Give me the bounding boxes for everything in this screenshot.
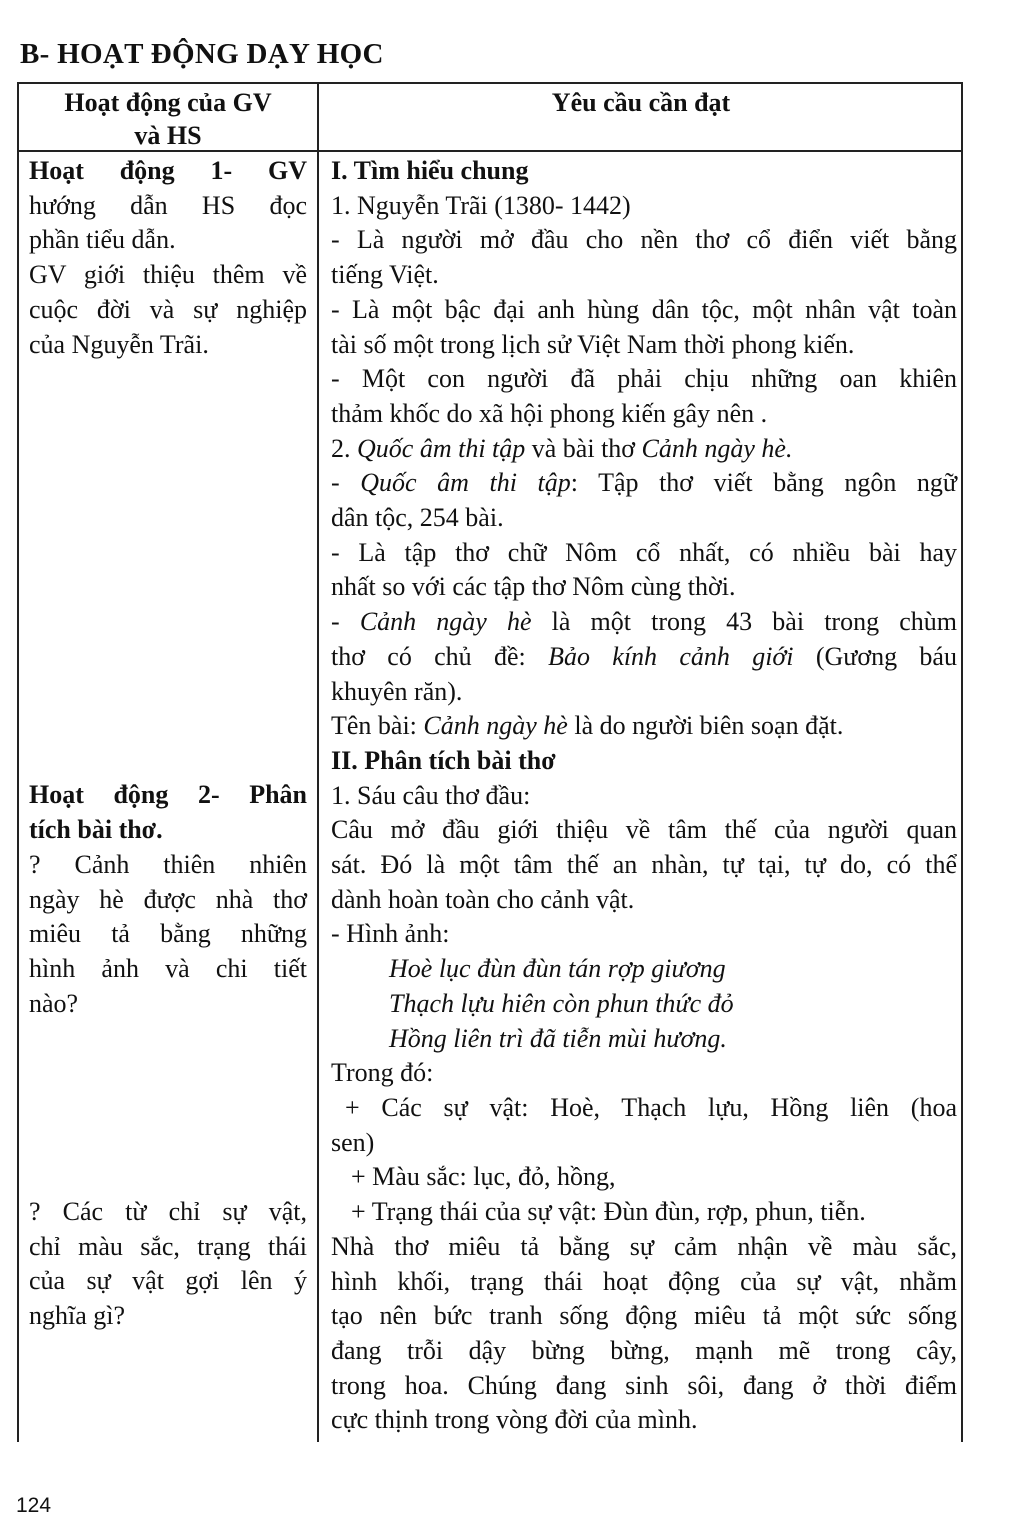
activity-line: của Nguyễn Trãi. <box>29 329 209 359</box>
text-line: đang trỗi dậy bừng bừng, mạnh mẽ trong cây, <box>331 1335 957 1365</box>
italic-title: Quốc âm thi tập <box>357 433 526 463</box>
bullet-line: + Các sự vật: Hoè, Thạch lựu, Hồng liên (hoa <box>345 1092 957 1122</box>
bullet-line: + Trạng thái của sự vật: Đùn đùn, rợp, phun, tiễn. <box>351 1197 866 1227</box>
bullet-line: + Màu sắc: lục, đỏ, hồng, <box>351 1162 616 1192</box>
text-line: nhất so với các tập thơ Nôm cùng thời. <box>331 572 736 602</box>
italic-title: Quốc âm thi tập <box>360 468 571 498</box>
text-line <box>331 640 957 675</box>
text-span: là do người biên soạn đặt. <box>567 711 844 741</box>
italic-title: Bảo kính cảnh giới <box>548 641 794 671</box>
question-line: chỉ màu sắc, trạng thái <box>29 1231 307 1261</box>
activity-line: phần tiểu dẫn. <box>29 225 176 255</box>
text-span: - <box>331 607 360 637</box>
question-line: miêu tả bằng những <box>29 919 307 949</box>
text-line: tiếng Việt. <box>331 260 439 290</box>
text-line <box>331 466 957 501</box>
text-line: tài số một trong lịch sử Việt Nam thời phong kiến. <box>331 329 855 359</box>
header-requirements <box>319 84 963 150</box>
verse-line: Hoè lục đùn đùn tán rợp giương <box>389 954 726 984</box>
question-line: nào? <box>29 988 79 1018</box>
page-number: 124 <box>16 1494 52 1517</box>
question-2 <box>29 1195 307 1334</box>
verse-line: Hồng liên trì đã tiễn mùi hương. <box>389 1023 727 1053</box>
text-line: trong hoa. Chúng đang sinh sôi, đang ở thời điểm <box>331 1370 957 1400</box>
text-line: khuyên răn). <box>331 676 463 706</box>
header-left-line: và HS <box>134 121 202 150</box>
text-line: Nhà thơ miêu tả bằng sự cảm nhận về màu sắc, <box>331 1231 957 1261</box>
requirements-column <box>331 154 957 1438</box>
text-span: và bài thơ <box>525 433 642 463</box>
text-line: - Hình ảnh: <box>331 919 450 949</box>
text-span: Tên bài: <box>331 711 424 741</box>
text-line: tạo nên bức tranh sống động miêu tả một sức sống <box>331 1301 957 1331</box>
text-line: Câu mở đầu giới thiệu về tâm thế của người quan <box>331 815 957 845</box>
text-line: - Là tập thơ chữ Nôm cổ nhất, có nhiều bài hay <box>331 537 957 567</box>
text-line: cực thịnh trong vòng đời của mình. <box>331 1405 698 1435</box>
question-line: ? Cảnh thiên nhiên <box>29 849 307 879</box>
question-line: của sự vật gợi lên ý <box>29 1266 307 1296</box>
activity-2 <box>29 778 307 1021</box>
text-span: thơ có chủ đề: <box>331 641 549 671</box>
verse-line: Thạch lựu hiên còn phun thức đỏ <box>389 988 734 1018</box>
activity-line: cuộc đời và sự nghiệp <box>29 294 307 324</box>
item-heading <box>331 432 957 467</box>
column-divider <box>317 84 319 1442</box>
question-line: nghĩa gì? <box>29 1300 126 1330</box>
question-line: ? Các từ chỉ sự vật, <box>29 1196 307 1226</box>
italic-title: Cảnh ngày hè <box>359 607 532 637</box>
text-span: 2. <box>331 433 357 463</box>
text-line: sát. Đó là một tâm thế an nhàn, tự tại, tự do, có thể <box>331 850 957 880</box>
text-line: - Là người mở đầu cho nền thơ cổ điển viết bằng <box>331 225 957 255</box>
activity-1 <box>29 154 307 362</box>
activity-line: Hoạt động 1- GV <box>29 156 307 185</box>
header-activities <box>19 84 317 150</box>
header-left-line: Hoạt động của GV <box>64 88 272 117</box>
text-line: - Một con người đã phải chịu những oan khiên <box>331 364 957 394</box>
text-line: Trong đó: <box>331 1058 434 1088</box>
lesson-table <box>17 82 963 1442</box>
text-span: là một trong 43 bài trong chùm <box>531 607 957 637</box>
item-heading: 1. Nguyễn Trãi (1380- 1442) <box>331 190 631 220</box>
header-right-label: Yêu cầu cần đạt <box>551 88 731 117</box>
activity-line: hướng dẫn HS đọc <box>29 190 307 220</box>
section-title: B- HOẠT ĐỘNG DẠY HỌC <box>20 38 384 70</box>
text-line: thảm khốc do xã hội phong kiến gây nên . <box>331 398 768 428</box>
text-line <box>331 709 957 744</box>
text-line: hình khối, trạng thái hoạt động của sự vật, nhằm <box>331 1266 957 1296</box>
text-span: (Gương báu <box>793 641 957 671</box>
activity-line: tích bài thơ. <box>29 815 163 845</box>
section-heading: I. Tìm hiểu chung <box>331 156 529 185</box>
item-heading: 1. Sáu câu thơ đầu: <box>331 780 531 810</box>
activity-line: GV giới thiệu thêm về <box>29 260 307 290</box>
section-heading: II. Phân tích bài thơ <box>331 745 556 775</box>
text-span: - <box>331 468 361 498</box>
activity-line: Hoạt động 2- Phân <box>29 780 307 810</box>
question-line: hình ảnh và chi tiết <box>29 953 307 983</box>
text-line <box>331 605 957 640</box>
text-line: dân tộc, 254 bài. <box>331 503 504 533</box>
text-line: dành hoàn toàn cho cảnh vật. <box>331 884 635 914</box>
italic-title: Cảnh ngày hè. <box>641 433 793 463</box>
italic-title: Cảnh ngày hè <box>423 711 568 741</box>
question-line: ngày hè được nhà thơ <box>29 884 307 914</box>
activities-column <box>29 154 307 1334</box>
text-line: - Là một bậc đại anh hùng dân tộc, một nhân vật toàn <box>331 294 957 324</box>
bullet-line: sen) <box>331 1127 375 1157</box>
text-span: : Tập thơ viết bằng ngôn ngữ <box>570 468 957 498</box>
